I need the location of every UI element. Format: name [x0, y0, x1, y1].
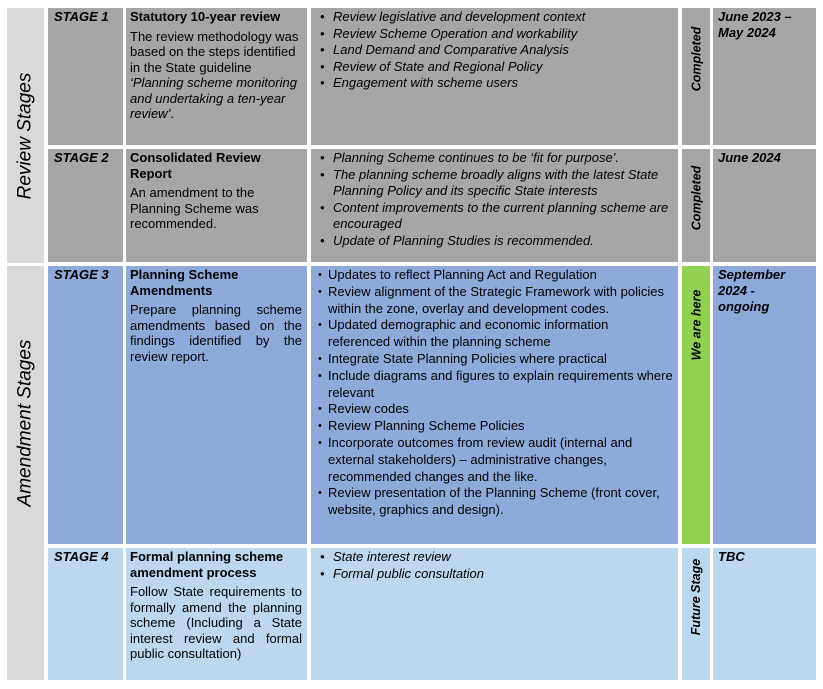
- amendment-stages-label: Amendment Stages: [14, 339, 36, 507]
- stage-1-date-cell: [713, 8, 816, 145]
- stage-1-tasks-cell: [311, 8, 678, 145]
- list-item: • Review Scheme Operation and workability: [315, 26, 673, 43]
- list-item: • Incorporate outcomes from review audit (internal and external stakeholders) – administrative changes, recommended changes and the like.: [315, 435, 673, 485]
- stage-1-date: June 2023 – May 2024: [718, 9, 792, 40]
- stage-1-title: Statutory 10-year review: [130, 9, 281, 24]
- stage-1-description: The review methodology was based on the steps identified in the State guideline ‘Planning scheme monitoring and undertaking a ten-year review’.: [130, 28, 299, 121]
- stage-4-description: Follow State requirements to formally amend the planning scheme (Including a State interest review and formal public consultation): [130, 584, 302, 661]
- list-item: • Updates to reflect Planning Act and Regulation: [315, 267, 673, 284]
- list-item: • Include diagrams and figures to explain requirements where relevant: [315, 368, 673, 402]
- stage-3-tasks-cell: [311, 266, 678, 544]
- stage-1-task-list: [315, 9, 673, 92]
- stage-1-label-cell: [48, 8, 123, 145]
- stage-3-label-cell: [48, 266, 123, 544]
- amendment-stages-label-cell: [7, 266, 44, 680]
- stage-2-status: Completed: [689, 165, 703, 231]
- list-item: • Review Planning Scheme Policies: [315, 418, 673, 435]
- stage-4-title: Formal planning scheme amendment process: [130, 549, 284, 580]
- list-item: • Update of Planning Studies is recommended.: [315, 233, 673, 250]
- list-item: • Review codes: [315, 401, 673, 418]
- stage-2-summary-cell: [126, 149, 307, 262]
- stage-3-title: Planning Scheme Amendments: [130, 267, 239, 298]
- stage-3-status: We are here: [689, 289, 703, 361]
- list-item: • Content improvements to the current planning scheme are encouraged: [315, 200, 673, 233]
- stage-4-label-cell: [48, 548, 123, 680]
- stage-4-status-cell: [682, 548, 710, 680]
- stage-2-status-cell: [682, 149, 710, 262]
- stage-3-status-cell: [682, 266, 710, 544]
- stage-4-task-list: [315, 549, 673, 582]
- stage-2-tasks-cell: [311, 149, 678, 262]
- stage-2-label: STAGE 2: [54, 150, 109, 165]
- stage-3-description: Prepare planning scheme amendments based on the findings identified by the review report.: [130, 302, 302, 364]
- list-item: • Engagement with scheme users: [315, 75, 673, 92]
- stage-4-date: TBC: [718, 549, 745, 564]
- stage-1-status: Completed: [689, 26, 703, 92]
- stage-3-date-cell: [713, 266, 816, 544]
- stage-2-task-list: [315, 150, 673, 249]
- stage-1-status-cell: [682, 8, 710, 145]
- stage-2-description: An amendment to the Planning Scheme was recommended.: [130, 185, 259, 231]
- review-stages-label-cell: [7, 8, 44, 263]
- list-item: • Land Demand and Comparative Analysis: [315, 42, 673, 59]
- list-item: • Planning Scheme continues to be ‘fit for purpose’.: [315, 150, 673, 167]
- stage-4-status: Future Stage: [689, 558, 703, 636]
- stage-2-title: Consolidated Review Report: [130, 150, 261, 181]
- list-item: • Review presentation of the Planning Scheme (front cover, website, graphics and design).: [315, 485, 673, 519]
- review-stages-label: Review Stages: [14, 72, 36, 199]
- list-item: • Review of State and Regional Policy: [315, 59, 673, 76]
- stage-4-tasks-cell: [311, 548, 678, 680]
- list-item: • Review alignment of the Strategic Framework with policies within the zone, overlay and development codes.: [315, 284, 673, 318]
- stage-3-label: STAGE 3: [54, 267, 109, 282]
- stage-2-date: June 2024: [718, 150, 781, 165]
- stage-3-date: September 2024 - ongoing: [718, 267, 786, 314]
- stage-3-task-list: [315, 267, 673, 519]
- list-item: • The planning scheme broadly aligns with the latest State Planning Policy and its specific State interests: [315, 167, 673, 200]
- list-item: • Updated demographic and economic information referenced within the planning scheme: [315, 317, 673, 351]
- list-item: • Integrate State Planning Policies where practical: [315, 351, 673, 368]
- stage-1-summary-cell: [126, 8, 307, 145]
- stage-1-label: STAGE 1: [54, 9, 109, 24]
- list-item: • Review legislative and development context: [315, 9, 673, 26]
- list-item: • Formal public consultation: [315, 566, 673, 583]
- stage-2-label-cell: [48, 149, 123, 262]
- stage-4-date-cell: [713, 548, 816, 680]
- stage-4-label: STAGE 4: [54, 549, 109, 564]
- stage-3-summary-cell: [126, 266, 307, 544]
- list-item: • State interest review: [315, 549, 673, 566]
- stage-2-date-cell: [713, 149, 816, 262]
- stage-4-summary-cell: [126, 548, 307, 680]
